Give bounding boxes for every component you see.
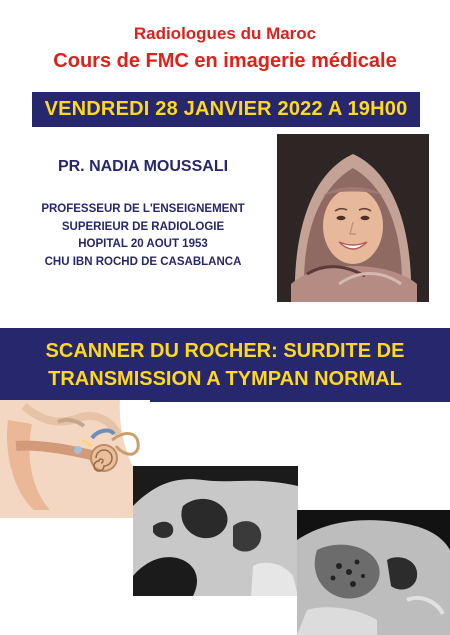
speaker-photo-drawing — [277, 134, 429, 302]
speaker-detail-line: PROFESSEUR DE L'ENSEIGNEMENT — [41, 203, 245, 215]
ct-scan-image — [133, 466, 298, 596]
speaker-detail-line: CHU IBN ROCHD DE CASABLANCA — [44, 255, 242, 268]
course-title: Cours de FMC en imagerie médicale — [53, 50, 397, 72]
topic-line: TRANSMISSION A TYMPAN NORMAL — [48, 368, 402, 390]
organization-title: Radiologues du Maroc — [133, 24, 317, 43]
ct-scan-drawing — [133, 466, 298, 596]
ear-anatomy-illustration — [0, 400, 150, 518]
topic-banner — [0, 328, 450, 402]
topic-line: SCANNER DU ROCHER: SURDITE DE — [45, 340, 405, 362]
date-banner — [32, 92, 420, 127]
ear-anatomy-drawing — [0, 400, 150, 518]
speaker-detail-line: SUPERIEUR DE RADIOLOGIE — [61, 220, 225, 233]
speaker-photo — [277, 134, 429, 302]
speaker-name: PR. NADIA MOUSSALI — [57, 158, 229, 175]
speaker-details — [14, 201, 272, 271]
speaker-detail-line: HOPITAL 20 AOUT 1953 — [78, 238, 208, 250]
ct-scan-drawing — [297, 510, 450, 635]
event-date-time: VENDREDI 28 JANVIER 2022 A 19H00 — [44, 98, 408, 120]
ct-scan-image — [297, 510, 450, 635]
